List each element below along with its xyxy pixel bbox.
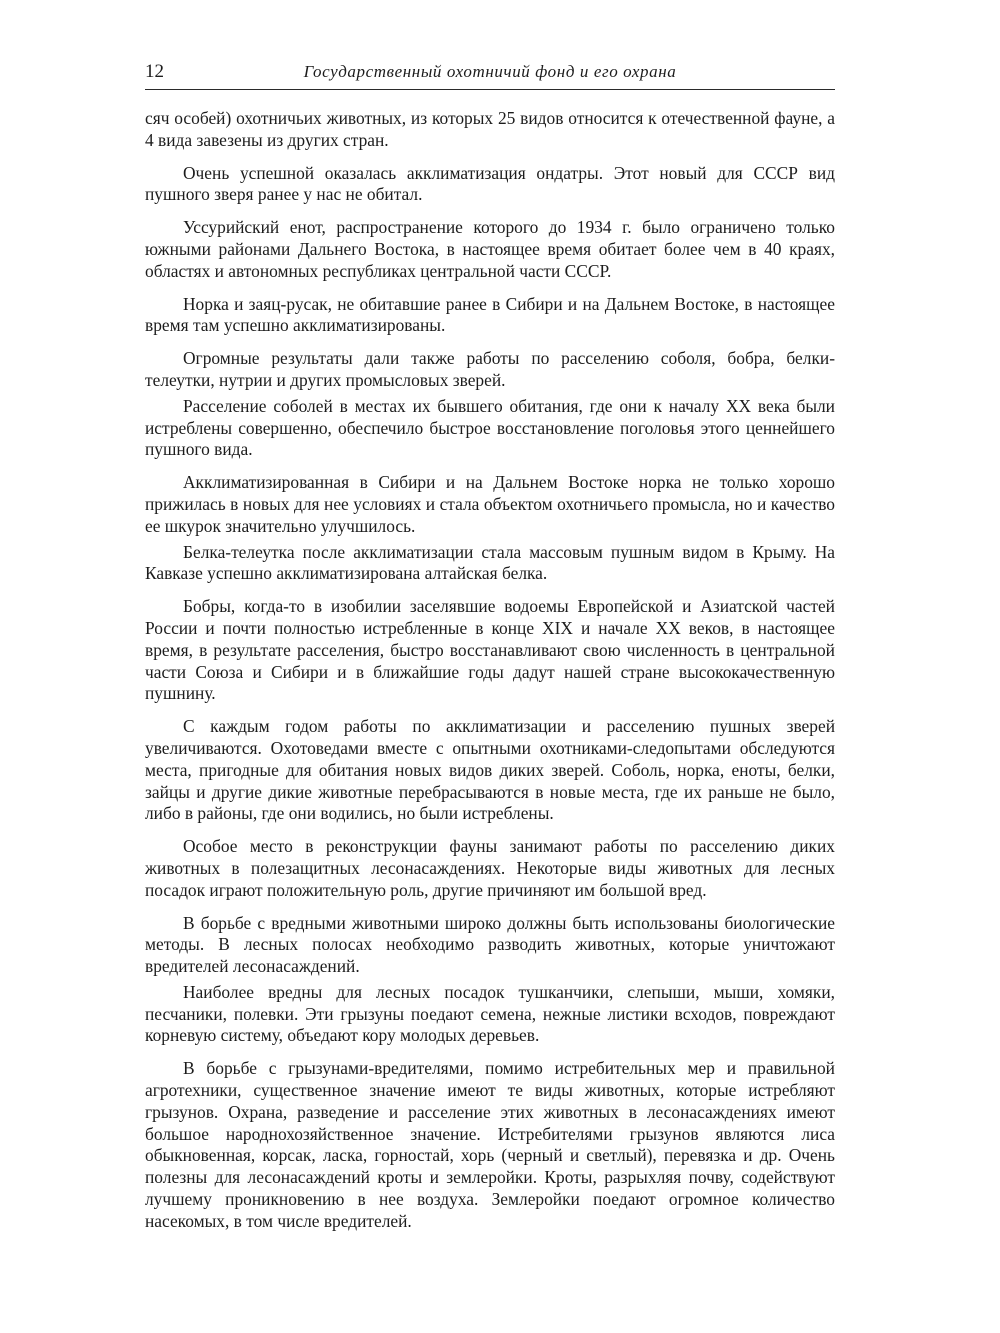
running-title: Государственный охотничий фонд и его охрана (303, 62, 677, 81)
book-page (145, 55, 835, 1244)
body-text (145, 108, 835, 1233)
page-header (145, 55, 835, 90)
paragraph: В борьбе с грызунами-вредителями, помимо истребительных мер и правильной агротехники, существенное значение имеют те виды животных, которые истребляют грызунов. Охрана, разведение и расселение этих животных в лесонасаждениях имеют большое народнохозяйственное значение. Истребителями грызунов являются лиса обыкновенная, корсак, ласка, горностай, хорь (черный и светлый), перевязка и др. Очень полезны для лесонасаждений кроты и землеройки. Кроты, разрыхляя почву, содействуют лучшему проникновению в нее воздуха. Землеройки поедают огромное количество насекомых, в том числе вредителей. (145, 1058, 835, 1231)
paragraph: С каждым годом работы по акклиматизации и расселению пушных зверей увеличиваются. Охотоведами вместе с опытными охотниками-следопытами обследуются места, пригодные для обитания новых видов диких зверей. Соболь, норка, еноты, белки, зайцы и другие дикие животные перебрасываются в новые места, где их раньше не было, либо в районы, где они водились, но были истреблены. (145, 716, 835, 824)
paragraph: Норка и заяц-русак, не обитавшие ранее в Сибири и на Дальнем Востоке, в настоящее время там успешно акклиматизированы. (145, 293, 835, 336)
paragraph: Белка-телеутка после акклиматизации стала массовым пушным видом в Крыму. На Кавказе успешно акклиматизирована алтайская белка. (145, 541, 835, 584)
paragraph: Расселение соболей в местах их бывшего обитания, где они к началу XX века были истреблены совершенно, обеспечило быстрое восстановление поголовья этого ценнейшего пушного вида. (145, 395, 835, 460)
paragraph: Очень успешной оказалась акклиматизация ондатры. Этот новый для СССР вид пушного зверя ранее у нас не обитал. (145, 162, 835, 205)
paragraph: Уссурийский енот, распространение которого до 1934 г. было ограничено только южными районами Дальнего Востока, в настоящее время обитает более чем в 40 краях, областях и автономных республиках центральной части СССР. (145, 217, 835, 281)
paragraph: Огромные результаты дали также работы по расселению соболя, бобра, белки-телеутки, нутрии и других промысловых зверей. (145, 348, 835, 390)
page-number: 12 (145, 61, 164, 82)
paragraph: Бобры, когда-то в изобилии заселявшие водоемы Европейской и Азиатской частей России и почти полностью истребленные в конце XIX и начале XX веков, в настоящее время, в результате расселения, быстро восстанавливают свою численность в центральной части Союза и Сибири и в ближайшие годы дадут нашей стране высококачественную пушнину. (145, 596, 835, 704)
paragraph: В борьбе с вредными животными широко должны быть использованы биологические методы. В лесных полосах необходимо разводить животных, которые уничтожают вредителей лесонасаждений. (145, 912, 835, 977)
paragraph: Наиболее вредны для лесных посадок тушканчики, слепыши, мыши, хомяки, песчаники, полевки. Эти грызуны поедают семена, нежные листики всходов, повреждают корневую систему, объедают кору молодых деревьев. (145, 981, 835, 1046)
paragraph: Особое место в реконструкции фауны занимают работы по расселению диких животных в полезащитных лесонасаждениях. Некоторые виды животных для лесных посадок играют положительную роль, другие причиняют им большой вред. (145, 836, 835, 900)
paragraph: сяч особей) охотничьих животных, из которых 25 видов относится к отечественной фауне, а 4 вида завезены из других стран. (145, 108, 835, 150)
paragraph: Акклиматизированная в Сибири и на Дальнем Востоке норка не только хорошо прижилась в новых для нее условиях и стала объектом охотничьего промысла, но и качество ее шкурок значительно улучшилось. (145, 472, 835, 536)
